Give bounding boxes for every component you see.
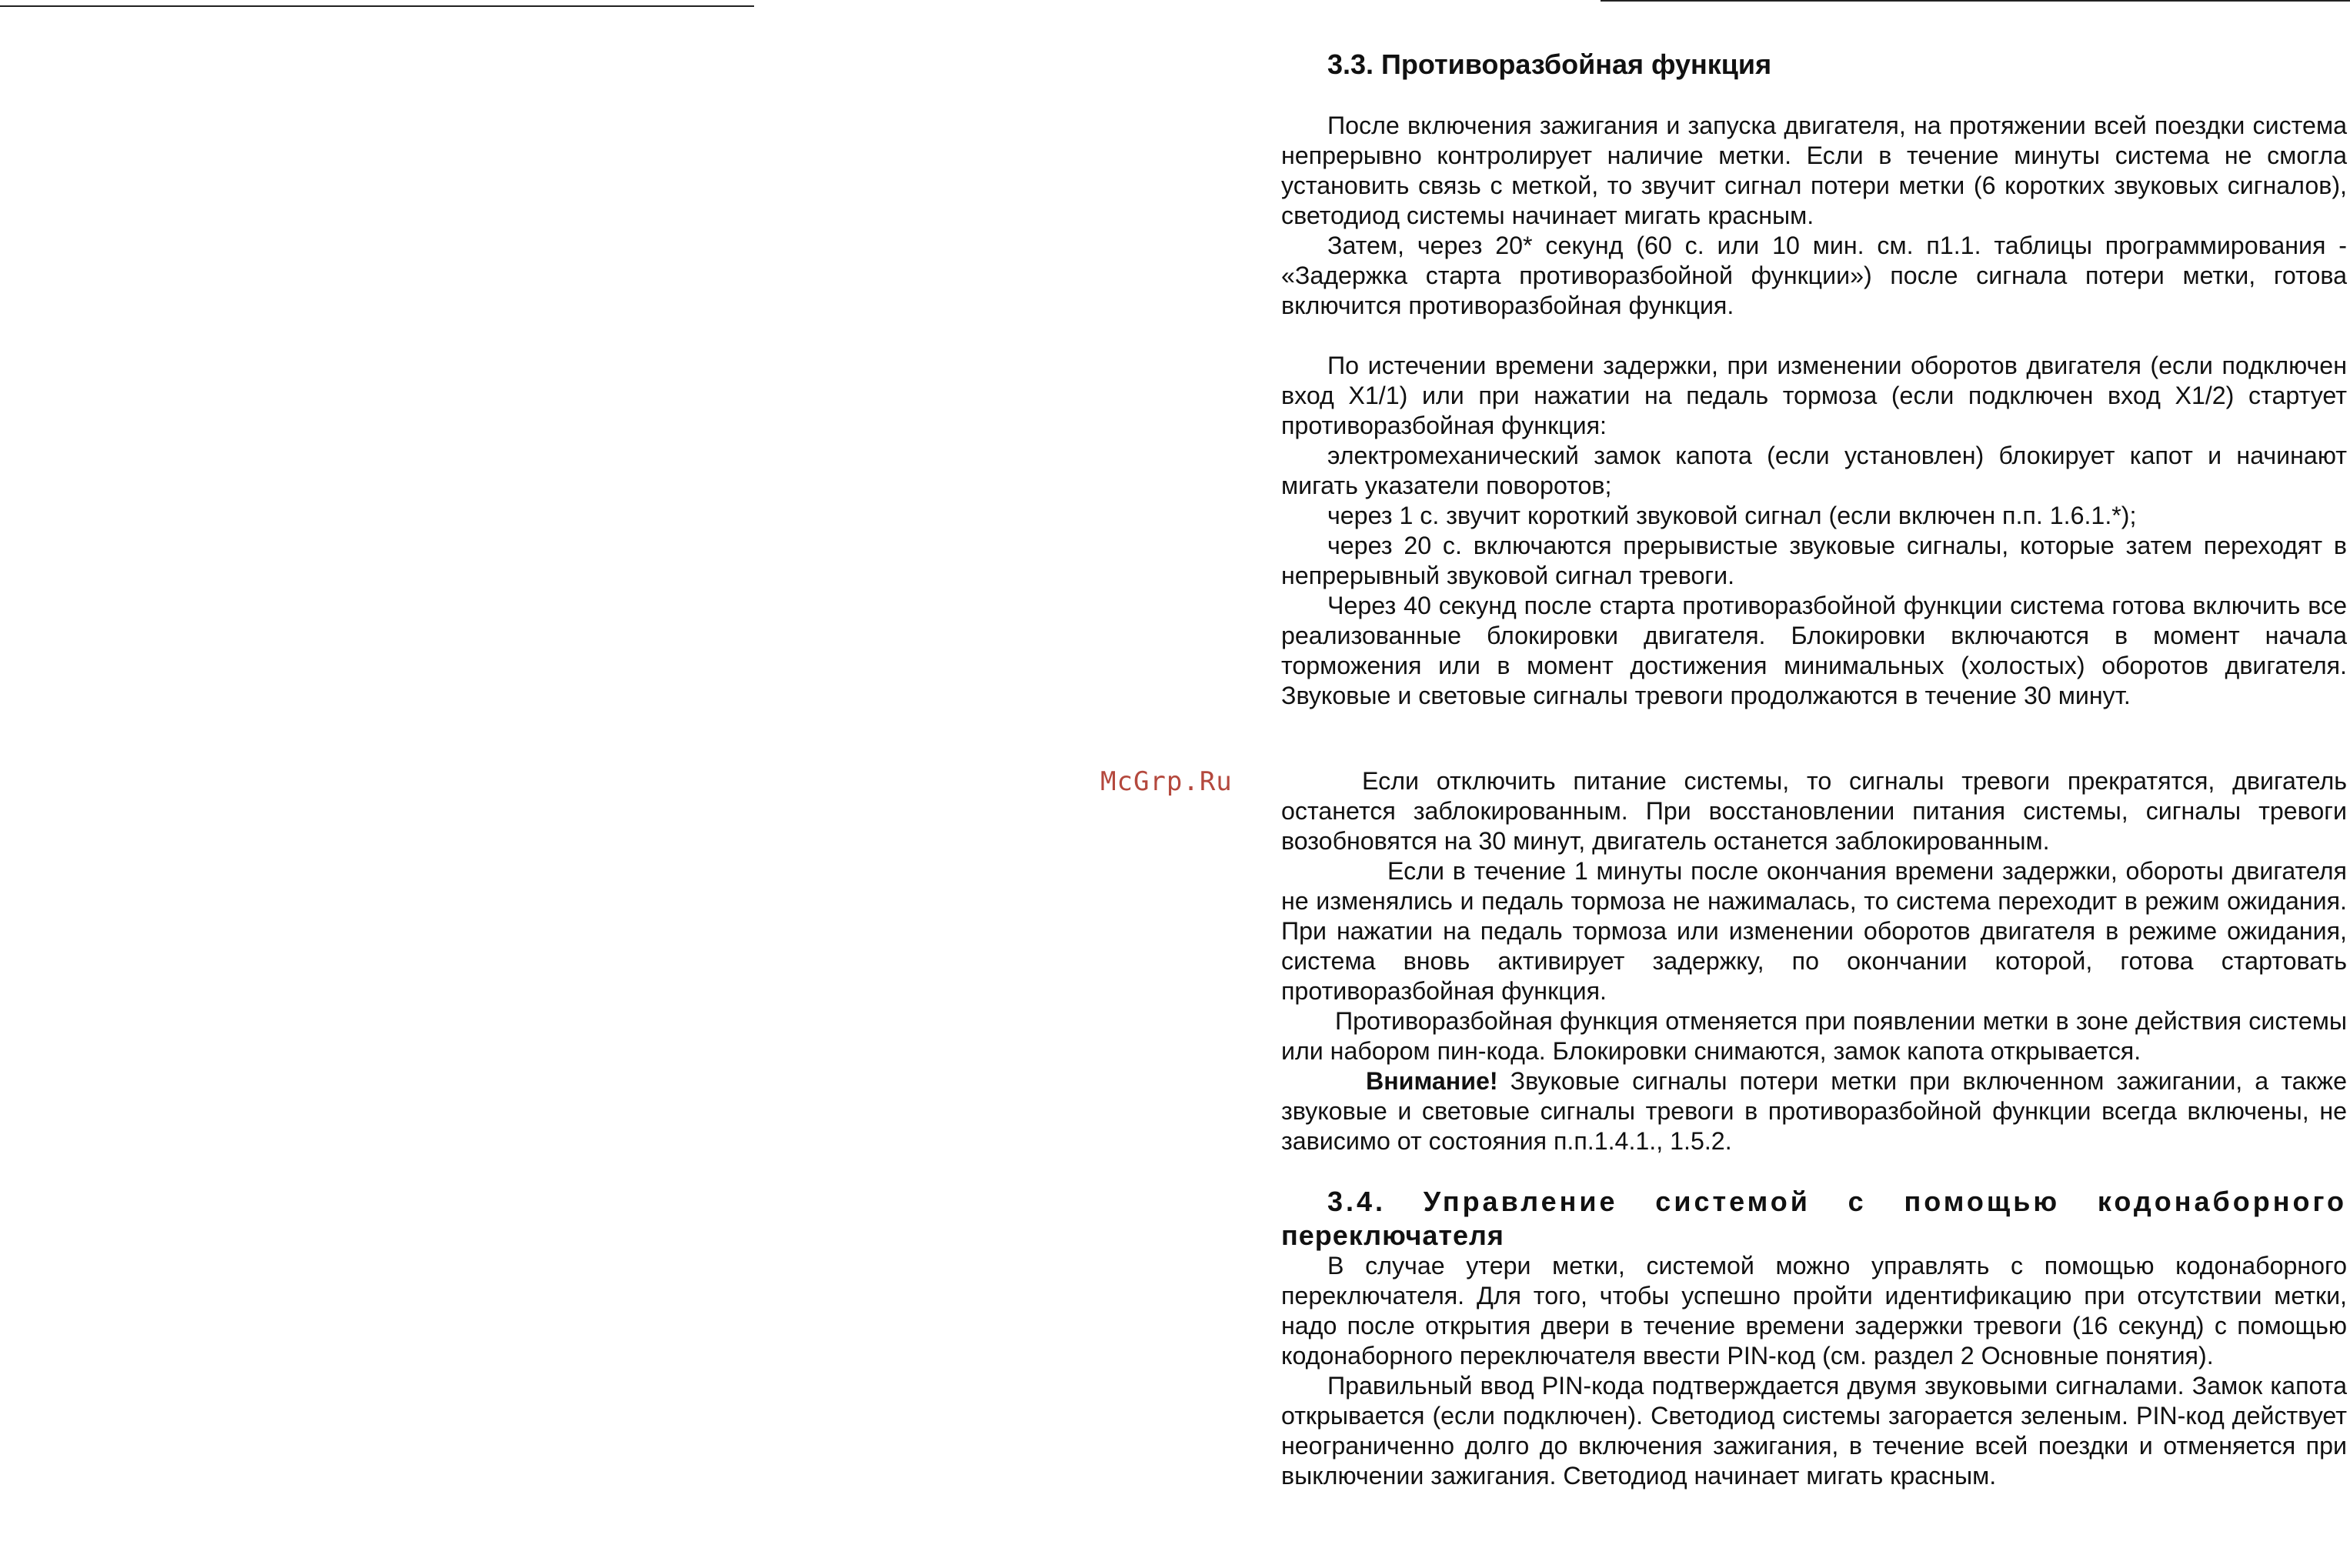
section-3-3-title: 3.3. Противоразбойная функция [1327, 48, 1772, 80]
paragraph: через 20 с. включаются прерывистые звуковые сигналы, которые затем переходят в непрерывный звуковой сигнал тревоги. [1281, 532, 2347, 589]
paragraph: После включения зажигания и запуска двигателя, на протяжении всей поездки система непрерывно контролирует наличие метки. Если в течение минуты система не смогла установить связь с меткой, то звучит сигнал потери метки (6 коротких звуковых сигналов), светодиод системы начинает мигать красным. [1281, 112, 2347, 229]
paragraph: По истечении времени задержки, при изменении оборотов двигателя (если подключен вход Х1/1) или при нажатии на педаль тормоза (если подключен вход Х1/2) стартует противоразбойная функция: [1281, 352, 2347, 439]
paragraph: Противоразбойная функция отменяется при появлении метки в зоне действия системы или набором пин-кода. Блокировки снимаются, замок капота открывается. [1281, 1007, 2347, 1065]
paragraph: Если в течение 1 минуты после окончания времени задержки, обороты двигателя не изменялись и педаль тормоза не нажималась, то система переходит в режим ожидания. При нажатии на педаль тормоза или изменении оборотов двигателя в режиме ожидания, система вновь активирует задержку, по окончании которой, готова стартовать противоразбойная функция. [1281, 857, 2347, 1005]
warning-paragraph [1281, 1066, 2347, 1156]
paragraph: Через 40 секунд после старта противоразбойной функции система готова включить все реализованные блокировки двигателя. Блокировки включаются в момент начала торможения или в момент достижения минимальных (холостых) оборотов двигателя. Звуковые и световые сигналы тревоги продолжаются в течение 30 минут. [1281, 592, 2347, 709]
section-3-3-block-2 [1281, 351, 2347, 711]
top-rule-left [0, 5, 754, 7]
paragraph: через 1 с. звучит короткий звуковой сигнал (если включен п.п. 1.6.1.*); [1327, 502, 2137, 529]
watermark: McGrp.Ru [1100, 766, 1233, 797]
section-3-4-title-line2: переключателя [1281, 1219, 1504, 1251]
paragraph: В случае утери метки, системой можно управлять с помощью кодонаборного переключателя. Для того, чтобы успешно пройти идентификацию при отсутствии метки, надо после открытия двери в течение времени задержки тревоги (16 секунд) с помощью кодонаборного переключателя ввести PIN-код (см. раздел 2 Основные понятия). [1281, 1252, 2347, 1369]
warning-text: Звуковые сигналы потери метки при включенном зажигании, а также звуковые и световые сигналы тревоги в противоразбойной функции всегда включены, не зависимо от состояния п.п.1.4.1., 1.5.2. [1281, 1067, 2347, 1155]
warning-label: Внимание! [1366, 1067, 1498, 1095]
section-3-3-block-3 [1281, 766, 2347, 1156]
paragraph: Правильный ввод PIN-кода подтверждается двумя звуковыми сигналами. Замок капота открывается (если подключен). Светодиод системы загорается зеленым. PIN-код действует неограниченно долго до включения зажигания, в течение всей поездки и отменяется при выключении зажигания. Светодиод начинает мигать красным. [1281, 1372, 2347, 1490]
section-3-4-title-line1: 3.4. Управление системой с помощью кодонаборного [1327, 1186, 2347, 1217]
paragraph: Если отключить питание системы, то сигналы тревоги прекратятся, двигатель останется заблокированным. При восстановлении питания системы, сигналы тревоги возобновятся на 30 минут, двигатель останется заблокированным. [1281, 767, 2347, 855]
paragraph: Затем, через 20* секунд (60 с. или 10 мин. см. п1.1. таблицы программирования - «Задержка старта противоразбойной функции») после сигнала потери метки, готова включится противоразбойная функция. [1281, 232, 2347, 319]
top-rule-right [1601, 0, 2350, 2]
section-3-4-block [1281, 1251, 2347, 1491]
section-3-3-block-1 [1281, 111, 2347, 321]
paragraph: электромеханический замок капота (если установлен) блокирует капот и начинают мигать указатели поворотов; [1281, 442, 2347, 499]
